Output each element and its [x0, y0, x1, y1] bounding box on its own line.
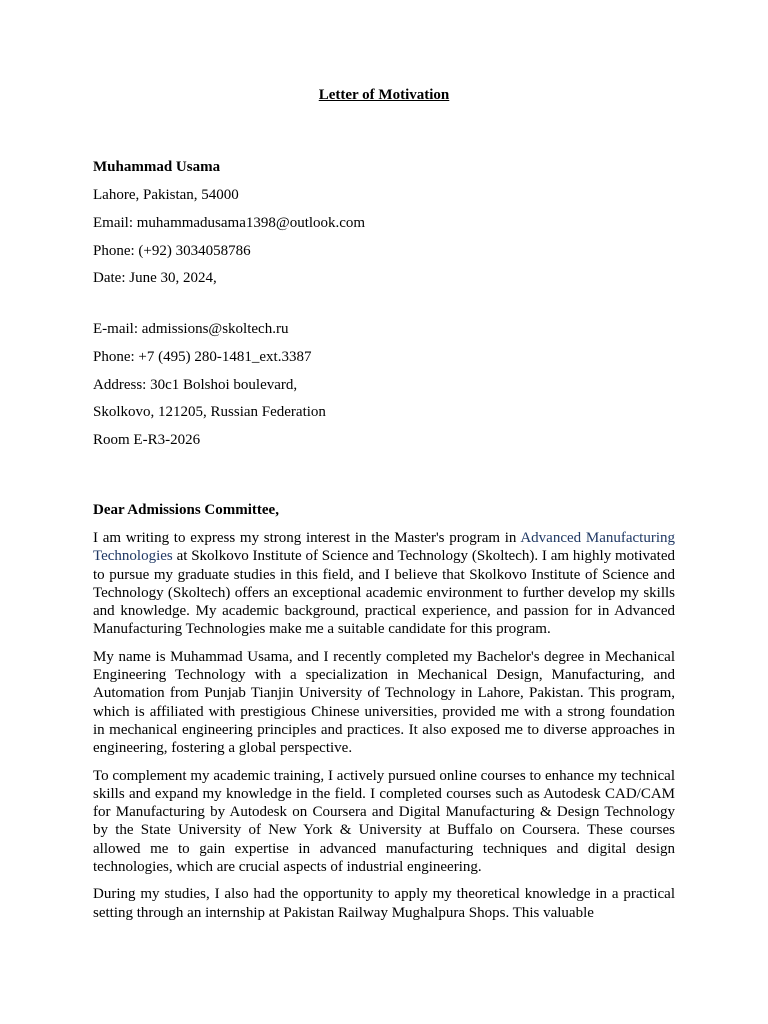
recipient-email: E-mail: admissions@skoltech.ru	[93, 321, 289, 337]
recipient-room: Room E-R3-2026	[93, 432, 201, 448]
letter-body	[93, 529, 675, 931]
sender-email: Email: muhammadusama1398@outlook.com	[93, 215, 366, 231]
sender-address: Lahore, Pakistan, 54000	[93, 187, 239, 203]
paragraph-intro	[93, 529, 675, 639]
recipient-address-line2: Skolkovo, 121205, Russian Federation	[93, 404, 326, 420]
paragraph-intro-start: I am writing to express my strong interest in the Master's program in	[93, 530, 521, 546]
program-link[interactable]: Advanced Manufacturing Technologies	[93, 530, 675, 565]
sender-name: Muhammad Usama	[93, 159, 221, 175]
letter-date: Date: June 30, 2024,	[93, 270, 217, 286]
salutation: Dear Admissions Committee,	[93, 502, 279, 518]
recipient-phone: Phone: +7 (495) 280-1481_ext.3387	[93, 349, 312, 365]
paragraph-courses: To complement my academic training, I actively pursued online courses to enhance my technical skills and expand my knowledge in the field. I completed courses such as Autodesk CAD/CAM for Manufacturing by Autodesk on Coursera and Digital Manufacturing & Design Technology by the State University of New York & University at Buffalo on Coursera. These courses allowed me to gain expertise in advanced manufacturing techniques and digital design technologies, which are crucial aspects of industrial engineering.	[93, 767, 675, 876]
paragraph-internship: During my studies, I also had the opportunity to apply my theoretical knowledge in a practical setting through an internship at Pakistan Railway Mughalpura Shops. This valuable	[93, 886, 675, 921]
paragraph-background: My name is Muhammad Usama, and I recently completed my Bachelor's degree in Mechanical Engineering Technology with a specialization in Mechanical Design, Manufacturing, and Automation from Punjab Tianjin University of Technology in Lahore, Pakistan. This program, which is affiliated with prestigious Chinese universities, provided me with a strong foundation in mechanical engineering principles and practices. It also exposed me to diverse approaches in engineering, fostering a global perspective.	[93, 648, 675, 757]
recipient-address-line1: Address: 30c1 Bolshoi boulevard,	[93, 377, 298, 393]
letter-title: Letter of Motivation	[318, 87, 450, 103]
sender-phone: Phone: (+92) 3034058786	[93, 243, 251, 259]
paragraph-intro-rest: at Skolkovo Institute of Science and Technology (Skoltech). I am highly motivated to pursue my graduate studies in this field, and I believe that Skolkovo Institute of Science and Technology (Skoltech) offers an exceptional academic environment to further develop my skills and knowledge. My academic background, practical experience, and passion for in Advanced Manufacturing Technologies make me a suitable candidate for this program.	[93, 548, 675, 638]
